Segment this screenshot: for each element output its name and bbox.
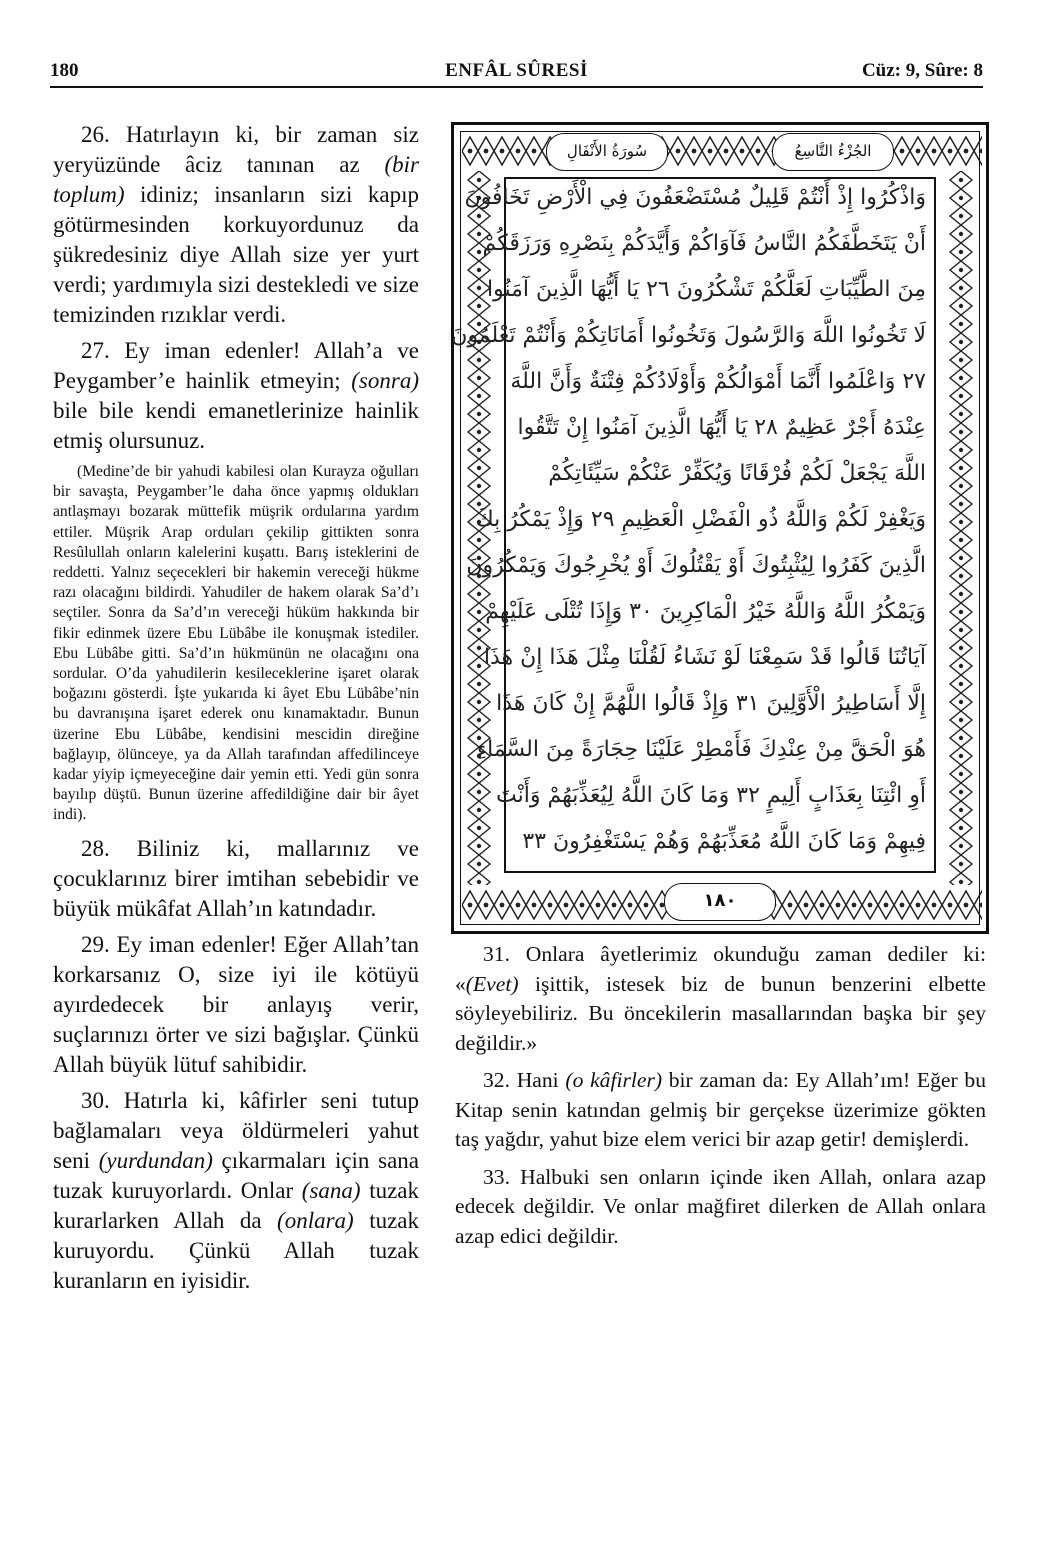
verse-26: 26. Hatırlayın ki, bir zaman siz yeryüzünde âciz tanınan az (bir toplum) idiniz; insanların sizi kapıp götürmesinden korkuyordunuz da şükredesiniz diye Allah size yer yurt verdi; yardımıyla sizi destekledi ve size temizinden rızıklar verdi. bbox=[53, 122, 419, 327]
arabic-line: وَيَغْفِرْ لَكُمْ وَاللَّهُ ذُو الْفَضْلِ الْعَظِيمِ ٢٩ وَإِذْ يَمْكُرُ بِكَ bbox=[475, 507, 926, 532]
left-column bbox=[53, 120, 419, 1302]
arabic-line: مِنَ الطَّيِّبَاتِ لَعَلَّكُمْ تَشْكُرُونَ ٢٦ يَا أَيُّهَا الَّذِينَ آمَنُوا bbox=[486, 277, 926, 302]
page-number: 180 bbox=[50, 60, 79, 81]
surah-title: ENFÂL SÛRESİ bbox=[445, 60, 588, 81]
verse-27: 27. Ey iman edenler! Allah’a ve Peygamber’e hainlik etmeyin; (sonra) bile bile kendi emanetlerinize hainlik etmiş olursunuz. bbox=[53, 338, 419, 453]
arabic-line: الَّذِينَ كَفَرُوا لِيُثْبِتُوكَ أَوْ يَقْتُلُوكَ أَوْ يُخْرِجُوكَ وَيَمْكُرُونَ bbox=[466, 553, 926, 578]
juz-info: Cüz: 9, Sûre: 8 bbox=[861, 60, 983, 81]
right-column bbox=[455, 940, 986, 1259]
page-header bbox=[50, 56, 983, 88]
arabic-line: وَاذْكُرُوا إِذْ أَنْتُمْ قَلِيلٌ مُسْتَضْعَفُونَ فِي الْأَرْضِ تَخَافُونَ bbox=[464, 185, 926, 210]
arabic-line: عِنْدَهُ أَجْرٌ عَظِيمٌ ٢٨ يَا أَيُّهَا الَّذِينَ آمَنُوا إِنْ تَتَّقُوا bbox=[517, 415, 926, 440]
top-ornament-border bbox=[462, 133, 982, 169]
verse-32: 32. Hani (o kâfirler) bir zaman da: Ey Allah’ım! Eğer bu Kitap senin katından gelmiş bir gerçekse üzerimize gökten taş yağdır, yahut bize elem verici bir azap getir! demişlerdi. bbox=[455, 1068, 986, 1151]
juz-name-cartouche: الجُزْءُ التَّاسِعُ bbox=[772, 133, 894, 171]
arabic-line: لَا تَخُونُوا اللَّهَ وَالرَّسُولَ وَتَخُونُوا أَمَانَاتِكُمْ وَأَنْتُمْ تَعْلَمُونَ bbox=[451, 323, 926, 348]
verse-30: 30. Hatırla ki, kâfirler seni tutup bağlamaları veya öldürmeleri yahut seni (yurdundan) çıkarmaları için sana tuzak kuruyorlardı. Onlar (sana) tuzak kurarlarken Allah da (onlara) tuzak kuruyordu. Çünkü Allah tuzak kuranların en iyisidir. bbox=[53, 1087, 420, 1293]
arabic-line: آيَاتُنَا قَالُوا قَدْ سَمِعْنَا لَوْ نَشَاءُ لَقُلْنَا مِثْلَ هَذَا إِنْ هَذَا bbox=[483, 645, 926, 670]
arabic-line: وَيَمْكُرُ اللَّهُ وَاللَّهُ خَيْرُ الْمَاكِرِينَ ٣٠ وَإِذَا تُتْلَى عَلَيْهِمْ bbox=[485, 599, 926, 624]
verse-33: 33. Halbuki sen onların içinde iken Allah, onlara azap edecek değildir. Ve onlar mağfiret dilerken de Allah onlara azap edici değildir. bbox=[455, 1164, 986, 1248]
mushaf-page bbox=[451, 122, 989, 934]
arabic-page-number: ١٨٠ bbox=[664, 883, 776, 921]
verse-28: 28. Biliniz ki, mallarınız ve çocuklarınız birer imtihan sebebidir ve büyük mükâfat Allah’ın katındadır. bbox=[53, 835, 419, 921]
arabic-line: أَنْ يَتَخَطَّفَكُمُ النَّاسُ فَآوَاكُمْ وَأَيَّدَكُمْ بِنَصْرِهِ وَرَزَقَكُمْ bbox=[482, 231, 926, 256]
arabic-line: ٢٧ وَاعْلَمُوا أَنَّمَا أَمْوَالُكُمْ وَأَوْلَادُكُمْ فِتْنَةٌ وَأَنَّ اللَّهَ bbox=[510, 369, 926, 394]
arabic-line: إِلَّا أَسَاطِيرُ الْأَوَّلِينَ ٣١ وَإِذْ قَالُوا اللَّهُمَّ إِنْ كَانَ هَذَا bbox=[496, 691, 926, 716]
arabic-text-area bbox=[451, 177, 936, 873]
right-ornament-border bbox=[948, 171, 974, 885]
explanatory-note: (Medine’de bir yahudi kabilesi olan Kurayza oğulları bir savaşta, Peygamber’le daha önce yapmış oldukları antlaşmayı bozarak müttefik müşrik ordularına yardım ettiler. Müşrik Arap orduları çekilip gittikten sonra Resûlullah onların kalelerini kuşattı. Barış isteklerini de reddetti. Yalnız seçecekleri bir hakemin vereceği hükme razı olacağını bildirdi. Yahudiler de hakem olarak Sa’d’ı seçtiler. Sonra da Sa’d’ın vereceği hüküm hakkında bir fikir edinmek üzere Ebu Lübâbe ile konuşmak istediler. Ebu Lübâbe gitti. Sa’d’ın hükmünün ne olacağını ona sordular. O’da yahudilerin kesileceklerine işaret olarak boğazını gösterdi. İşte yukarıda ki âyet Ebu Lübâbe’nin bu davranışına işaret ederek onu kınamaktadır. Bunun üzerine Ebu Lübâbe, kendisini mescidin direğine bağlayıp, ölünceye, ya da Allah tarafından affedilinceye kadar yiyip içmeyeceğine dair yemin etti. Yedi gün sonra bayılıp düştü. Bunun üzerine affedildiğine dair bir âyet indi). bbox=[53, 463, 419, 824]
verse-29: 29. Ey iman edenler! Eğer Allah’tan korkarsanız O, size iyi ile kötüyü ayırdedecek bir anlayış verir, suçlarınızı örter ve sizi bağışlar. Çünkü Allah büyük lütuf sahibidir. bbox=[53, 931, 419, 1077]
arabic-line: فِيهِمْ وَمَا كَانَ اللَّهُ مُعَذِّبَهُمْ وَهُمْ يَسْتَغْفِرُونَ ٣٣ bbox=[522, 829, 926, 854]
arabic-line: اللَّهَ يَجْعَلْ لَكُمْ فُرْقَانًا وَيُكَفِّرْ عَنْكُمْ سَيِّئَاتِكُمْ bbox=[548, 461, 926, 486]
verse-31: 31. Onlara âyetlerimiz okunduğu zaman dediler ki: «(Evet) işittik, istesek biz de bunun benzerini elbette söyleyebiliriz. Bu öncekilerin masallarından başka bir şey değildir.» bbox=[455, 942, 986, 1055]
arabic-line: أَوِ ائْتِنَا بِعَذَابٍ أَلِيمٍ ٣٢ وَمَا كَانَ اللَّهُ لِيُعَذِّبَهُمْ وَأَنْتَ bbox=[496, 783, 926, 808]
surah-name-cartouche: سُورَةُ الأَنْفَالِ bbox=[546, 133, 668, 171]
arabic-line: هُوَ الْحَقَّ مِنْ عِنْدِكَ فَأَمْطِرْ عَلَيْنَا حِجَارَةً مِنَ السَّمَاءِ bbox=[476, 737, 926, 762]
